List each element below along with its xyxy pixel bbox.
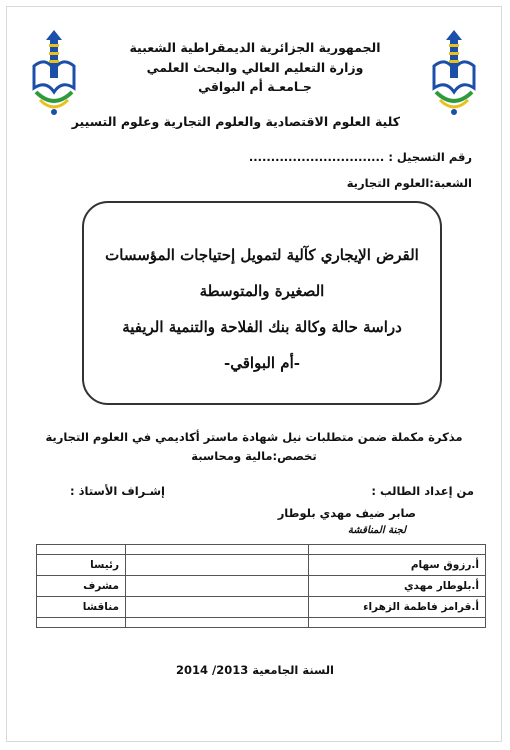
title-line-2: الصغيرة والمتوسطة	[199, 282, 325, 300]
title-line-4: -أم البواقي-	[224, 354, 300, 372]
jury-name: أ.رزوق سهام	[309, 555, 486, 576]
registration-dots: ...............................	[248, 150, 385, 164]
student-names: صابر ضيف مهدي بلوطار	[277, 506, 416, 520]
jury-role: رئيسا	[37, 555, 126, 576]
thesis-title	[84, 237, 440, 381]
prepared-by-label: من إعداد الطالب :	[371, 484, 474, 498]
degree-statement: مذكرة مكملة ضمن متطلبات نيل شهادة ماستر أكاديمي في العلوم التجارية	[45, 430, 463, 444]
ministry-name: وزارة التعليم العالي والبحث العلمي	[146, 59, 364, 75]
title-line-1: القرض الإيجاري كآلية لتمويل إحتياجات المؤسسات	[105, 246, 419, 264]
university-logo-right	[428, 26, 480, 118]
title-line-3: دراسة حالة وكالة بنك الفلاحة والتنمية الريفية	[122, 318, 402, 336]
university-name: جـامعـة أم البواقي	[198, 79, 312, 94]
registration-number	[249, 150, 472, 164]
jury-table	[36, 544, 486, 628]
jury-spacer	[37, 545, 486, 555]
registration-label: رقم التسجيل :	[388, 150, 472, 164]
republic-name: الجمهورية الجزائرية الديمقراطية الشعبية	[129, 40, 381, 55]
jury-empty	[126, 597, 309, 618]
committee-label: لجنة المناقشة	[347, 525, 406, 536]
faculty-name: كلية العلوم الاقتصادية والعلوم التجارية وعلوم التسيير	[71, 114, 400, 129]
specialization: تخصص:مالية ومحاسبة	[191, 449, 317, 463]
jury-row	[37, 555, 486, 576]
branch-field: الشعبة:العلوم التجارية	[346, 176, 472, 190]
thesis-description	[34, 428, 474, 466]
jury-empty	[126, 576, 309, 597]
jury-row	[37, 576, 486, 597]
title-frame	[82, 201, 442, 405]
academic-year: السنة الجامعية 2013/ 2014	[175, 663, 335, 677]
jury-spacer	[37, 618, 486, 628]
jury-name: أ.قرامز فاطمة الزهراء	[309, 597, 486, 618]
institution-header	[80, 38, 430, 97]
jury-row	[37, 597, 486, 618]
supervision-label: إشـراف الأستاذ :	[70, 484, 165, 498]
jury-role: مناقشا	[37, 597, 126, 618]
jury-empty	[126, 555, 309, 576]
jury-role: مشرف	[37, 576, 126, 597]
university-logo-left	[28, 26, 80, 118]
jury-name: أ.بلوطار مهدي	[309, 576, 486, 597]
